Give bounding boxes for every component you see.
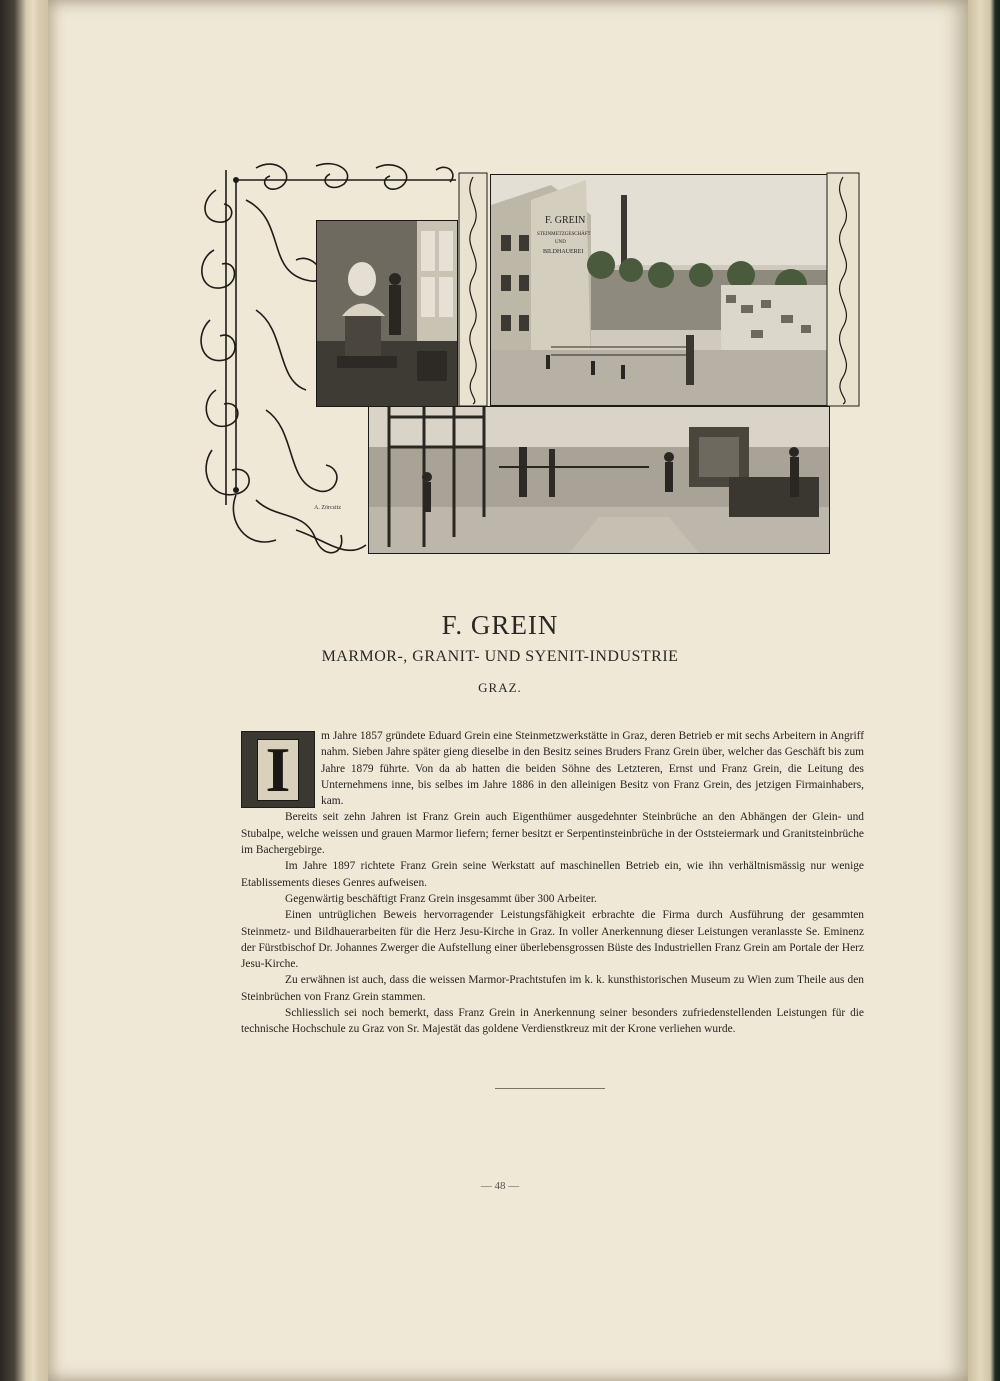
paragraph: Im Jahre 1897 richtete Franz Grein seine Werkstatt auf maschinellen Betrieb ein, wie ihn verhältnismässig nur wenige Etablissements dieses Genres aufweisen. (241, 860, 864, 889)
sign-line-3: UND (555, 240, 566, 245)
page-number: — 48 — (480, 1180, 520, 1192)
sign-line-2: STEINMETZGESCHÄFT (537, 232, 591, 237)
divider-rule (495, 1088, 605, 1089)
page-title: F. GREIN (441, 610, 559, 640)
illustration-group (196, 160, 866, 580)
factory-exterior-image (490, 174, 828, 406)
sign-text: F. GREIN (545, 215, 586, 226)
paragraph: Einen untrüglichen Beweis hervorragender Leistungsfähigkeit erbrachte die Firma durch Ausführung der gesammten Steinmetz- und Bildhauerarbeiten für die Herz Jesu-Kirche in Graz. In voller Anerkennung dieser Leistungen veranlasste Se. Eminenz der Fürstbischof Dr. Johannes Zwerger die Aufstellung einer überlebensgrossen Büste des Industriellen Franz Grein am Portale der Herz Jesu-Kirche. (241, 909, 864, 971)
sign-line-4: BILDHAUEREI (543, 249, 584, 255)
drop-cap-letter: I (257, 739, 299, 801)
paragraph: Schliesslich sei noch bemerkt, dass Franz Grein in Anerkennung seiner besonders zufriedenstellenden Leistungen für die technische Hochschule zu Graz von Sr. Majestät das goldene Verdienstkreuz mit der Krone verliehen wurde. (241, 1007, 864, 1036)
sculptor-studio-image (316, 220, 458, 407)
body-text (241, 728, 864, 1038)
artist-signature: A. Zörcsitz (314, 505, 341, 511)
page-city: GRAZ. (478, 680, 522, 695)
ornament-strip-right (826, 172, 860, 407)
paragraph: m Jahre 1857 gründete Eduard Grein eine Steinmetzwerkstätte in Graz, deren Betrieb er mit sechs Arbeitern in Angriff nahm. Sieben Jahre später gieng dieselbe in den Besitz seines Bruders Franz Grein über, welcher das Geschäft bis zum Jahre 1879 führte. Von da ab hatten die beiden Söhne des Letzteren, Ernst und Franz Grein, die Leitung des Unternehmens inne, bis selbes im Jahre 1886 in den alleinigen Besitz von Franz Grein, des jetzigen Firmainhabers, kam. (321, 730, 864, 808)
paragraph: Gegenwärtig beschäftigt Franz Grein insgesammt über 300 Arbeiter. (285, 892, 597, 905)
paragraph: Zu erwähnen ist auch, dass die weissen Marmor-Prachtstufen im k. k. kunsthistorischen Museum zu Wien zum Theile aus den Steinbrüchen von Franz Grein stammen. (241, 974, 864, 1003)
ornament-strip-left (458, 172, 488, 407)
machine-hall-image (368, 406, 830, 554)
page-subtitle: MARMOR-, GRANIT- UND SYENIT-INDUSTRIE (321, 648, 679, 665)
paragraph: Bereits seit zehn Jahren ist Franz Grein auch Eigenthümer ausgedehnter Steinbrüche an den Abhängen der Glein- und Stubalpe, welche weissen und grauen Marmor liefern; ferner besitzt er Serpentinsteinbrüche in der Oststeiermark und Granitsteinbrüche im Bachergebirge. (241, 811, 864, 857)
